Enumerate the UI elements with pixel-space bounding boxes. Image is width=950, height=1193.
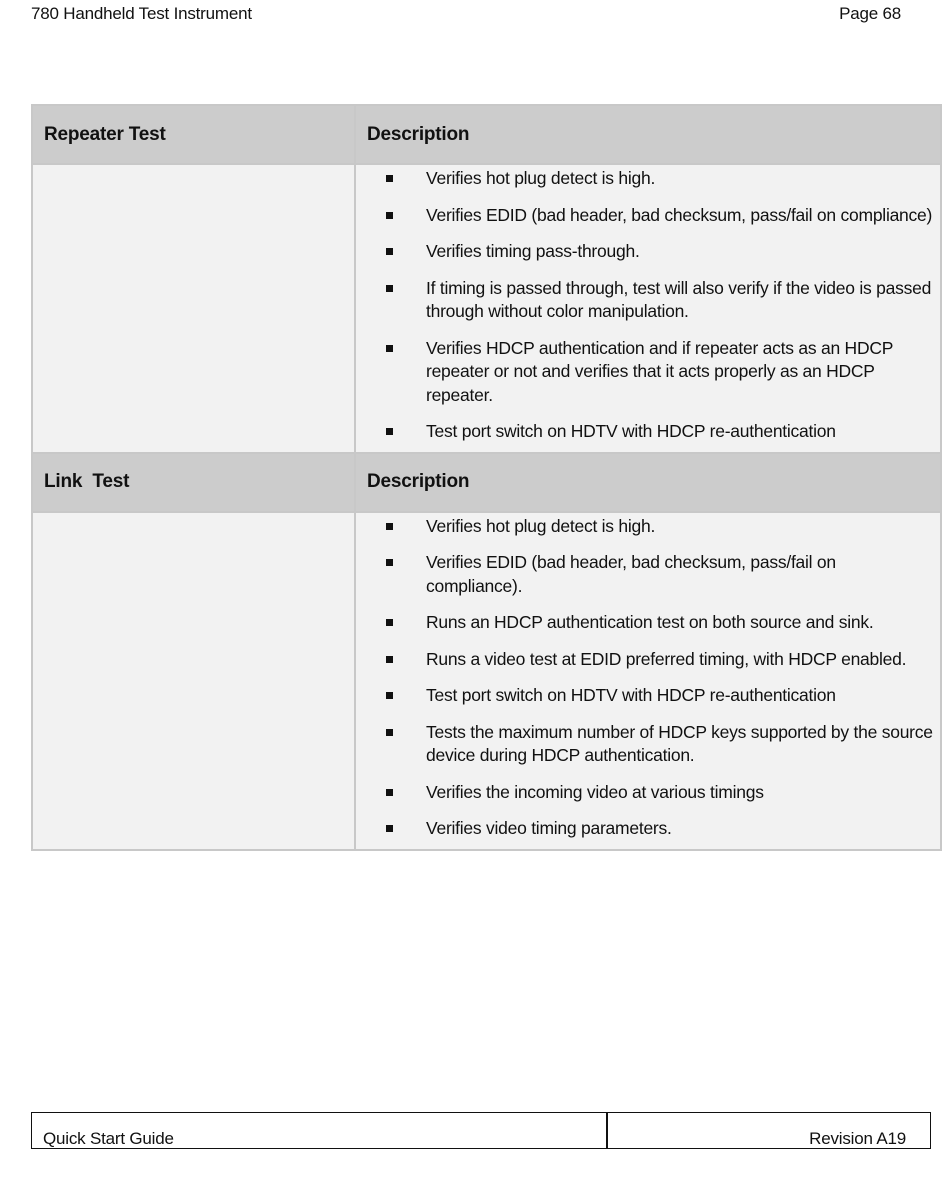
empty-cell	[32, 512, 355, 850]
description-header: Description	[367, 123, 470, 145]
bullet-text: Tests the maximum number of HDCP keys supported by the source device during HDCP authentication.	[426, 721, 933, 765]
square-bullet-icon	[386, 285, 393, 292]
test-name: Link Test	[44, 471, 130, 492]
description-header-cell	[355, 105, 941, 164]
square-bullet-icon	[386, 656, 393, 663]
footer-guide-name: Quick Start Guide	[43, 1129, 174, 1148]
test-name-cell	[32, 453, 355, 512]
bullet-text: Runs an HDCP authentication test on both source and sink.	[426, 612, 874, 632]
list-item	[356, 277, 934, 324]
description-header: Description	[367, 471, 470, 492]
bullet-text: Test port switch on HDTV with HDCP re-authentication	[426, 685, 836, 705]
description-header-cell	[355, 453, 941, 512]
square-bullet-icon	[386, 248, 393, 255]
empty-cell	[32, 164, 355, 453]
bullet-list	[356, 513, 940, 849]
square-bullet-icon	[386, 345, 393, 352]
bullet-list	[356, 165, 940, 452]
page-number: Page 68	[839, 4, 901, 23]
table-row	[32, 512, 941, 850]
bullet-text: Verifies video timing parameters.	[426, 818, 672, 838]
bullet-text: Verifies timing pass-through.	[426, 241, 640, 261]
bullet-text: Verifies hot plug detect is high.	[426, 515, 656, 536]
footer-divider	[606, 1113, 608, 1148]
test-description-table	[31, 104, 942, 851]
bullet-text: If timing is passed through, test will also verify if the video is passed through without color manipulation.	[426, 277, 932, 321]
list-item	[356, 721, 934, 768]
list-item	[356, 611, 934, 635]
square-bullet-icon	[386, 428, 393, 435]
bullet-text: Verifies the incoming video at various timings	[426, 781, 764, 802]
table-row	[32, 164, 941, 453]
bullet-text: Verifies HDCP authentication and if repeater acts as an HDCP repeater or not and verifies that it acts properly as an HDCP repeater.	[426, 337, 893, 405]
list-item	[356, 684, 934, 708]
test-name-cell	[32, 105, 355, 164]
square-bullet-icon	[386, 619, 393, 626]
bullet-text: Verifies EDID (bad header, bad checksum, pass/fail on compliance)	[426, 204, 933, 225]
bullet-text: Runs a video test at EDID preferred timing, with HDCP enabled.	[426, 648, 907, 669]
square-bullet-icon	[386, 825, 393, 832]
list-item	[356, 337, 934, 408]
square-bullet-icon	[386, 559, 393, 566]
table-header-row	[32, 105, 941, 164]
bullet-text: Verifies EDID (bad header, bad checksum, pass/fail on compliance).	[426, 552, 836, 596]
list-item	[356, 167, 934, 191]
page-footer	[31, 1112, 931, 1149]
list-item	[356, 204, 934, 228]
document-title: 780 Handheld Test Instrument	[31, 4, 252, 23]
square-bullet-icon	[386, 523, 393, 530]
bullet-text: Verifies hot plug detect is high.	[426, 168, 656, 188]
description-cell	[355, 164, 941, 453]
footer-revision: Revision A19	[809, 1129, 906, 1148]
table-header-row	[32, 453, 941, 512]
test-name: Repeater Test	[44, 123, 166, 145]
square-bullet-icon	[386, 175, 393, 182]
square-bullet-icon	[386, 729, 393, 736]
list-item	[356, 515, 934, 539]
list-item	[356, 817, 934, 841]
list-item	[356, 551, 934, 598]
square-bullet-icon	[386, 692, 393, 699]
list-item	[356, 648, 934, 672]
list-item	[356, 240, 934, 264]
description-cell	[355, 512, 941, 850]
list-item	[356, 420, 934, 444]
square-bullet-icon	[386, 212, 393, 219]
page-header	[31, 4, 901, 28]
bullet-text: Test port switch on HDTV with HDCP re-authentication	[426, 421, 836, 441]
square-bullet-icon	[386, 789, 393, 796]
list-item	[356, 781, 934, 805]
